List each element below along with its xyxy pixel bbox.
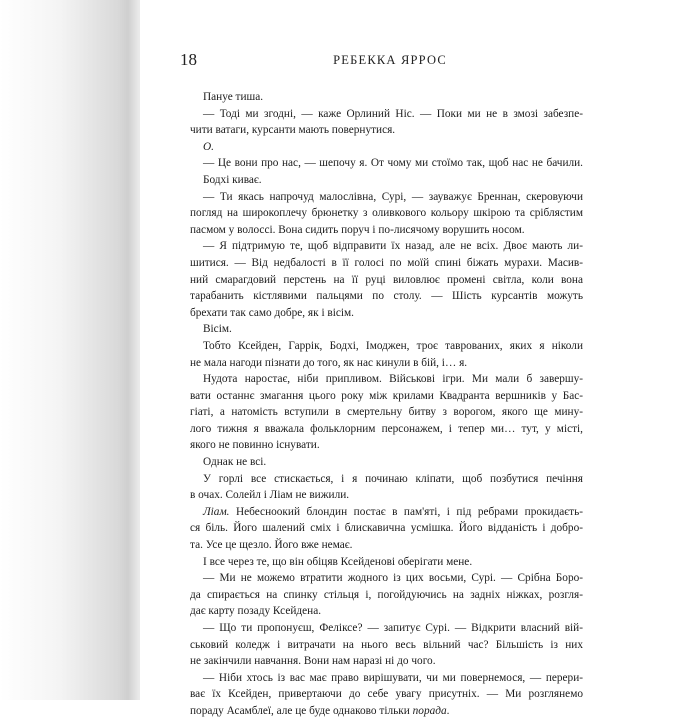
text-line: ний смарагдовий перстень на її руці виловлює промені світла, коли вона xyxy=(190,273,583,286)
running-title: РЕБЕККА ЯРРОС xyxy=(333,53,447,67)
text-line: дає карту позаду Ксейдена. xyxy=(190,605,322,618)
text-line: ся біль. Його шалений сміх і блискавична усмішка. Його відданість і добро- xyxy=(190,522,583,535)
text-line: пасмом у волоссі. Вона сидить поруч і по-лисячому ворушить носом. xyxy=(190,223,525,236)
text-line: не закінчили навчання. Вони нам наразі ні до чого. xyxy=(190,655,436,668)
text-line: Тобто Ксейден, Гаррік, Бодхі, Імоджен, троє таврованих, яких я ніколи xyxy=(203,339,583,352)
text-line: Вісім. xyxy=(203,323,232,336)
text-line: — Тоді ми згодні, — каже Орлиний Ніс. — Поки ми не в змозі забезпе- xyxy=(203,107,583,120)
text-line: в очах. Солейл і Ліам не вижили. xyxy=(190,489,350,502)
text-line: — Ти якась напрочуд малослівна, Сурі, — зауважує Бреннан, скеровуючи xyxy=(203,190,583,203)
text-line: О. xyxy=(203,140,214,153)
book-gutter-shadow xyxy=(0,0,160,700)
text-line: — Ми не можемо втратити жодного із цих восьми, Сурі. — Срібна Боро- xyxy=(203,572,583,585)
text-line: — Я підтримую те, щоб відправити їх назад, але не всіх. Двоє мають ли- xyxy=(203,240,583,253)
text-line: — Це вони про нас, — шепочу я. От чому ми стоїмо так, щоб нас не бачили. xyxy=(203,157,583,170)
text-line: та. Усе це щезло. Його вже немає. xyxy=(190,539,353,552)
body-text xyxy=(190,89,583,720)
page-number: 18 xyxy=(180,50,197,69)
text-line: шитися. — Від недбалості в її голосі по моїй спині біжать мурахи. Масив- xyxy=(190,256,583,269)
text-line: ськовий коледж і витрачати на нього весь вільний час? Більшість із них xyxy=(190,638,583,651)
book-page xyxy=(140,0,700,717)
text-line: якого не повинно існувати. xyxy=(190,439,320,452)
text-line: да спирається на спинку стільця і, погойдуючись на задніх ніжках, розгля- xyxy=(190,588,583,601)
text-line: тарабанить кістлявими пальцями по столу. — Шість курсантів можуть xyxy=(190,290,583,303)
text-line: ває їх Ксейден, привертаючи до себе увагу присутніх. — Ми розглянемо xyxy=(190,688,583,701)
text-line: Пануе тиша. xyxy=(203,91,264,103)
text-line: лого тижня я вважала фольклорним персонажем, і тепер ми… тут, у місті, xyxy=(190,422,583,435)
text-line: пораду Асамблеї, але це буде однаково тільки порада. xyxy=(190,704,450,717)
page-header xyxy=(180,50,600,74)
text-line: вати останнє змагання цього року між крилами Квадранта вершників у Бас- xyxy=(190,389,583,402)
text-line: Ліам. Небесноокий блондин постає в пам'яті, і під ребрами прокидаєть- xyxy=(203,505,583,518)
text-line: І все через те, що він обіцяв Ксейденові оберігати мене. xyxy=(203,555,473,568)
text-line: У горлі все стискається, і я починаю кліпати, щоб позбутися печіння xyxy=(203,472,583,485)
text-line: Бодхі киває. xyxy=(203,173,262,186)
text-line: — Ніби хтось із вас має право вирішувати, чи ми повернемося, — перери- xyxy=(203,671,583,684)
text-line: гіаті, а натомість вступили в смертельну битву з ворогом, якого ще мину- xyxy=(190,406,583,419)
text-line: брехати так само добре, як і вісім. xyxy=(190,306,355,319)
text-line: не мала нагоди пізнати до того, як нас кинули в бій, і… я. xyxy=(190,356,468,369)
text-line: чити ватаги, курсанти мають повернутися. xyxy=(190,124,396,137)
text-line: Однак не всі. xyxy=(203,456,267,469)
text-line: — Що ти пропонуєш, Феліксе? — запитує Сурі. — Відкрити власний вій- xyxy=(203,622,583,634)
text-line: погляд на широкоплечу брюнетку з оливкового кольору шкірою та сріблястим xyxy=(190,207,583,220)
text-line: Нудота наростає, ніби припливом. Військові ігри. Ми мали б завершу- xyxy=(203,373,583,386)
